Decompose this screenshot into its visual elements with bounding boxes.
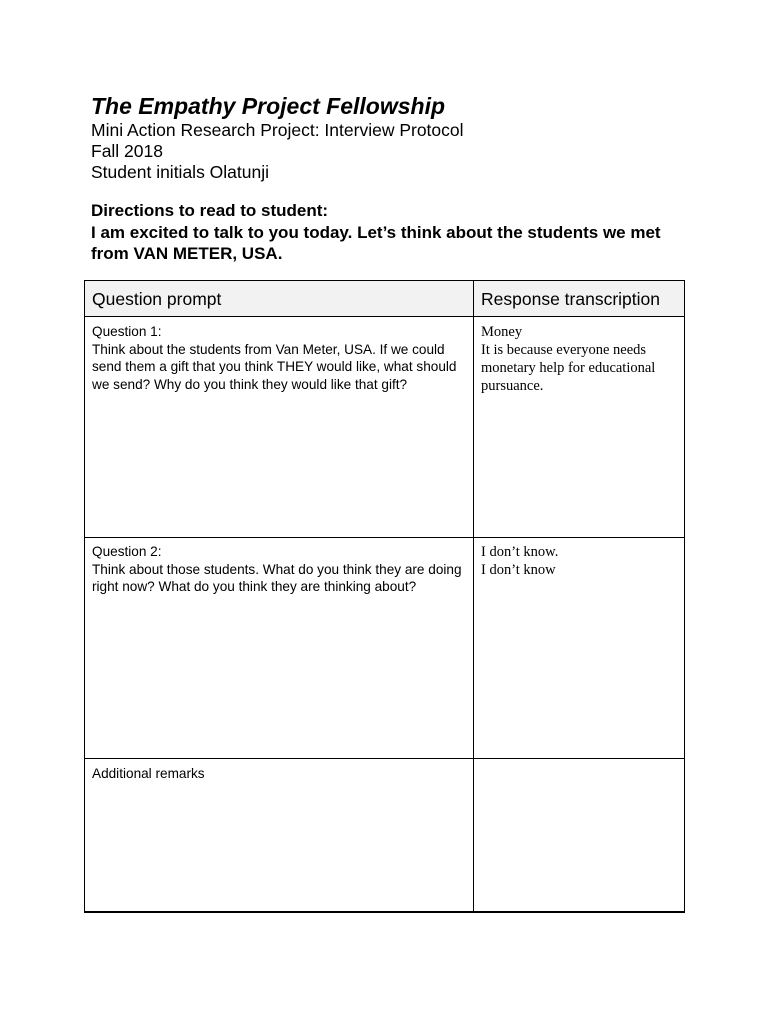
document-subtitle: Mini Action Research Project: Interview Protocol <box>91 120 464 140</box>
directions-heading: Directions to read to student: <box>91 201 329 220</box>
additional-remarks-response-cell[interactable] <box>474 759 684 912</box>
question-2-label: Question 2: <box>92 544 162 559</box>
column-header-question: Question prompt <box>92 289 222 309</box>
question-1-cell <box>85 317 474 537</box>
term-label: Fall 2018 <box>91 141 163 161</box>
additional-remarks-cell <box>85 759 474 912</box>
document-title: The Empathy Project Fellowship <box>91 93 446 119</box>
student-initials: Student initials Olatunji <box>91 162 270 182</box>
table-row-question-1 <box>85 317 684 538</box>
additional-remarks-label: Additional remarks <box>92 766 205 781</box>
column-header-response: Response transcription <box>481 289 660 309</box>
response-2-line-1: I don’t know. <box>481 544 559 560</box>
response-2-cell[interactable] <box>474 538 684 758</box>
question-1-prompt: Think about the students from Van Meter, USA. If we could send them a gift that you think THEY would like, what should we send? Why do you think they would like that gift? <box>92 341 457 392</box>
response-1-line-2: It is because everyone needs monetary help for educational pursuance. <box>481 342 656 394</box>
question-2-cell <box>85 538 474 758</box>
response-1-cell[interactable] <box>474 317 684 537</box>
response-1-line-1: Money <box>481 324 523 340</box>
question-2-prompt: Think about those students. What do you think they are doing right now? What do you think they are thinking about? <box>92 561 462 594</box>
header-cell-response <box>474 281 684 316</box>
response-2-line-2: I don’t know <box>481 562 556 578</box>
question-1-label: Question 1: <box>92 324 162 339</box>
table-header-row <box>85 281 684 317</box>
header-cell-question <box>85 281 474 316</box>
directions-block <box>91 200 671 265</box>
interview-table <box>84 280 685 913</box>
table-row-additional-remarks <box>85 759 684 912</box>
table-row-question-2 <box>85 538 684 759</box>
directions-text: I am excited to talk to you today. Let’s think about the students we met from VAN METER, USA. <box>91 222 661 263</box>
